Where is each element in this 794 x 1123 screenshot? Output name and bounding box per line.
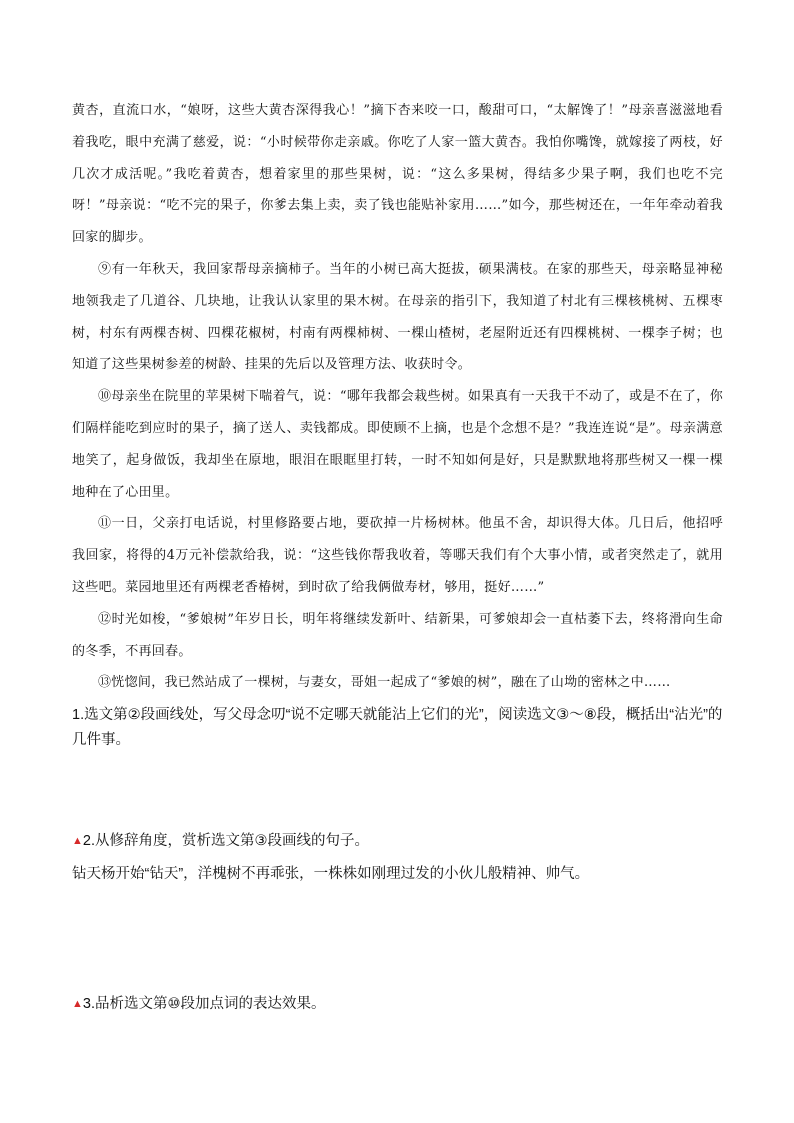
reading-passage [72, 95, 723, 699]
passage-paragraph-10: ⑩母亲坐在院里的苹果树下喘着气，说：“哪年我都会栽些树。如果真有一天我干不动了，或是不在了，你们隔样能吃到应时的果子，摘了送人、卖钱都成。即使顾不上摘，也是个念想不是？”我连连说“是”。母亲满意地笑了，起身做饭，我却坐在原地，眼泪在眼眶里打转，一时不知如何是好，只是默默地将那些树又一棵一棵地种在了心田里。 [72, 389, 723, 500]
question-2-sentence: 钻天杨开始“钻天”，洋槐树不再乖张，一株株如刚理过发的小伙儿般精神、帅气。 [72, 866, 590, 882]
question-2 [72, 829, 723, 854]
passage-paragraph-8-cont: 黄杏，直流口水，“娘呀，这些大黄杏深得我心！”摘下杏来咬一口，酸甜可口，“太解馋了！”母亲喜滋滋地看着我吃，眼中充满了慈爱，说：“小时候带你走亲戚。你吃了人家一篮大黄杏。我怕你嘴馋，就嫁接了两枝，好几次才成活呢。”我吃着黄杏，想着家里的那些果树，说：“这么多果树，得结多少果子啊，我们也吃不完呀！”母亲说：“吃不完的果子，你爹去集上卖，卖了钱也能贴补家用……”如今，那些树还在，一年年牵动着我回家的脚步。 [72, 103, 723, 246]
question-3-text: 3.品析选文第⑩段加点词的表达效果。 [82, 996, 326, 1012]
question-2-marker: ▲ [72, 835, 83, 847]
question-1: 1.选文第②段画线处，写父母念叨“说不定哪天就能沾上它们的光”，阅读选文③～⑧段，概括出“沾光”的几件事。 [72, 707, 723, 748]
passage-paragraph-13: ⑬恍惚间，我已然站成了一棵树，与妻女，哥姐一起成了“爹娘的树”，融在了山坳的密林之中…… [98, 675, 671, 691]
passage-paragraph-11: ⑪一日，父亲打电话说，村里修路要占地，要砍掉一片杨树林。他虽不舍，却识得大体。几日后，他招呼我回家，将得的4万元补偿款给我，说：“这些钱你帮我收着，等哪天我们有个大事小情，或者突然走了，就用这些吧。菜园地里还有两棵老香椿树，到时砍了给我俩做寿材，够用，挺好……” [72, 516, 723, 595]
passage-paragraph-9: ⑨有一年秋天，我回家帮母亲摘柿子。当年的小树已高大挺拔，硕果满枝。在家的那些天，母亲略显神秘地领我走了几道谷、几块地，让我认认家里的果木树。在母亲的指引下，我知道了村北有三棵核桃树、五棵枣树，村东有两棵杏树、四棵花椒树，村南有两棵柿树、一棵山楂树，老屋附近还有四棵桃树、一棵李子树；也知道了这些果树参差的树龄、挂果的先后以及管理方法、收获时令。 [72, 261, 723, 373]
question-3-marker: ▲ [72, 998, 83, 1010]
question-3 [72, 992, 723, 1017]
passage-paragraph-12: ⑫时光如梭，“爹娘树”年岁日长，明年将继续发新叶、结新果，可爹娘却会一直枯萎下去，终将滑向生命的冬季，不再回春。 [72, 611, 723, 659]
question-2-text: 2.从修辞角度，赏析选文第③段画线的句子。 [82, 833, 369, 849]
